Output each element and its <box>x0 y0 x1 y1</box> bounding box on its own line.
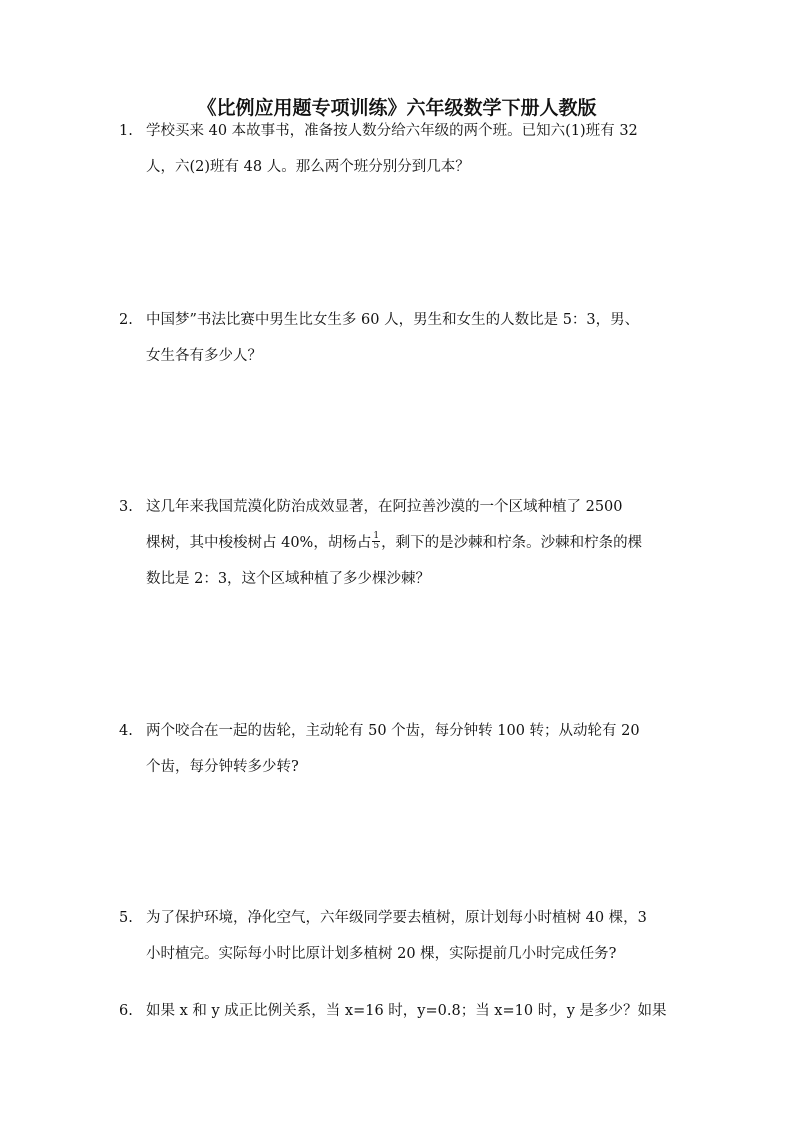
question-number: 2. <box>119 312 133 328</box>
question-number: 4. <box>119 723 133 739</box>
question-number: 5. <box>119 910 133 926</box>
question-line: 人，六(2)班有 48 人。那么两个班分别分到几本？ <box>146 159 470 175</box>
question-number: 6. <box>119 1003 133 1019</box>
question-line: 中国梦”书法比赛中男生比女生多 60 人，男生和女生的人数比是 5：3，男、 <box>146 312 640 328</box>
question-line: 女生各有多少人？ <box>146 348 262 364</box>
question-line: 两个咬合在一起的齿轮，主动轮有 50 个齿，每分钟转 100 转；从动轮有 20 <box>146 723 640 739</box>
question-line: 数比是 2：3，这个区域种植了多少棵沙棘？ <box>146 571 431 587</box>
question-number: 1. <box>119 123 133 139</box>
question-line: 小时植完。实际每小时比原计划多植树 20 棵，实际提前几小时完成任务? <box>146 946 617 962</box>
question-line-with-fraction <box>146 525 642 561</box>
question-line: 如果 x 和 y 成正比例关系，当 x=16 时，y=0.8；当 x=10 时，y 是多少？如果 <box>146 1003 667 1019</box>
question-text-after-fraction: ，剩下的是沙棘和柠条。沙棘和柠条的棵 <box>381 535 643 551</box>
document-title: 《比例应用题专项训练》六年级数学下册人教版 <box>197 97 597 119</box>
question-line: 学校买来 40 本故事书，准备按人数分给六年级的两个班。已知六(1)班有 32 <box>146 123 638 139</box>
question-line: 为了保护环境，净化空气，六年级同学要去植树，原计划每小时植树 40 棵，3 <box>146 910 647 926</box>
question-line: 这几年来我国荒漠化防治成效显著，在阿拉善沙漠的一个区域种植了 2500 <box>146 499 623 515</box>
fraction <box>372 532 380 551</box>
question-line: 个齿，每分钟转多少转? <box>146 759 299 775</box>
fraction-numerator: 1 <box>373 530 380 541</box>
question-text-before-fraction: 棵树，其中梭梭树占 40%，胡杨占 <box>146 535 372 551</box>
fraction-denominator: 5 <box>373 540 380 551</box>
question-number: 3. <box>119 499 133 515</box>
